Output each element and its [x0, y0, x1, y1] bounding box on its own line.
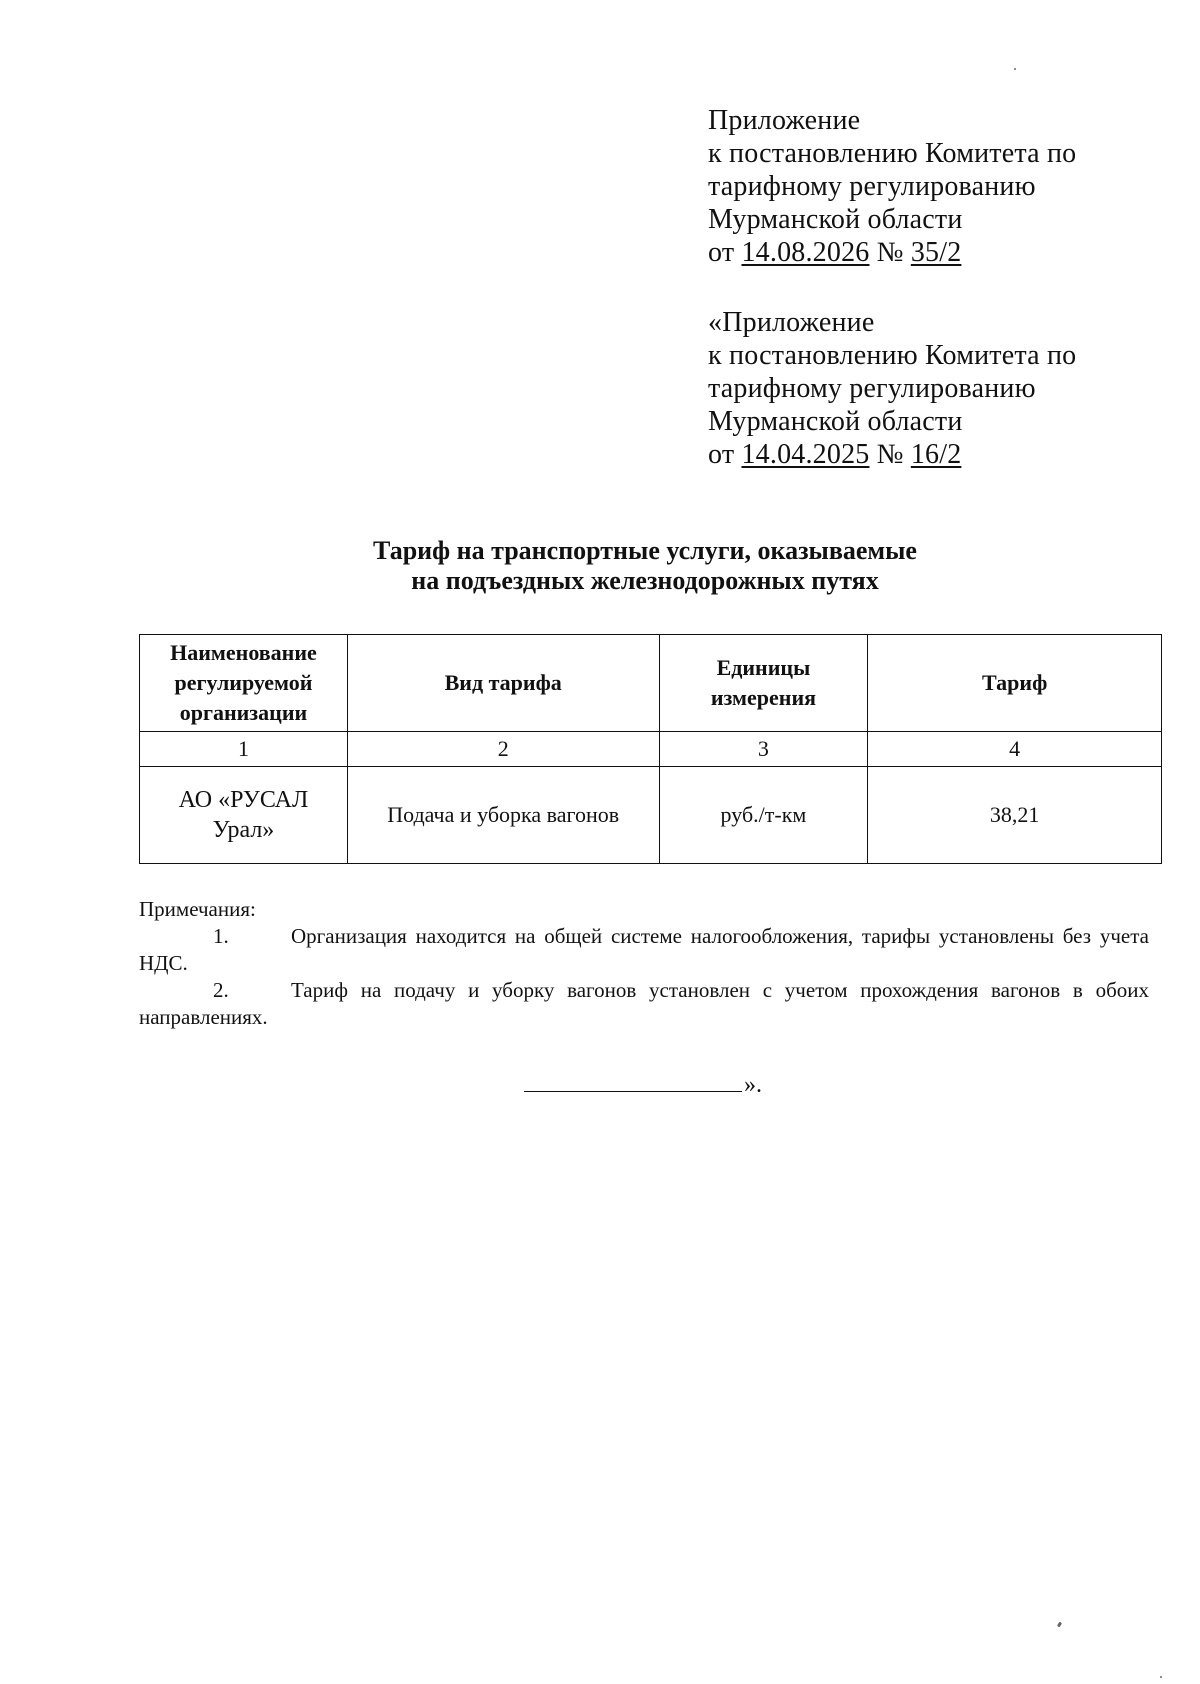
appendix-date-line — [708, 438, 1148, 471]
appendix-line: Мурманской области — [708, 406, 963, 437]
appendix-line: тарифному регулированию — [708, 171, 1036, 202]
cell-tariff: 38,21 — [868, 767, 1162, 864]
appendix-current — [708, 104, 1148, 269]
document-title — [0, 536, 1200, 596]
resolution-number: 16/2 — [910, 439, 962, 470]
resolution-number: 35/2 — [910, 237, 962, 268]
header-text: организации — [179, 700, 308, 725]
number-sign: № — [876, 439, 904, 470]
title-line: Тариф на транспортные услуги, оказываемые — [373, 536, 917, 565]
scan-speck — [1014, 68, 1016, 70]
header-text: измерения — [710, 685, 817, 710]
note-item — [139, 923, 1149, 977]
appendix-previous — [708, 306, 1148, 471]
header-text: регулируемой — [174, 670, 313, 695]
date-prefix: от — [708, 439, 735, 470]
cell-unit: руб./т-км — [659, 767, 868, 864]
notes — [139, 896, 1149, 1031]
cell-organization — [140, 767, 348, 864]
header-text: Тариф — [982, 670, 1048, 695]
appendix-line: Мурманской области — [708, 204, 963, 235]
notes-heading: Примечания: — [139, 897, 256, 921]
header-unit — [659, 635, 868, 732]
header-tariff — [868, 635, 1162, 732]
header-text: Единицы — [716, 655, 811, 680]
column-number: 4 — [868, 732, 1162, 767]
column-number: 2 — [347, 732, 659, 767]
table-row — [140, 767, 1162, 864]
resolution-date: 14.08.2026 — [741, 237, 870, 268]
header-tariff-type — [347, 635, 659, 732]
note-text: Тариф на подачу и уборку вагонов установлен с учетом прохождения вагонов в обоих направлениях. — [139, 978, 1149, 1029]
scan-speck — [1057, 1622, 1062, 1628]
closing-line — [524, 1070, 762, 1100]
note-text: Организация находится на общей системе налогообложения, тарифы установлены без учета НДС. — [139, 924, 1149, 975]
header-text: Вид тарифа — [444, 670, 562, 695]
organization-text: АО «РУСАЛ — [178, 787, 309, 813]
cell-tariff-type: Подача и уборка вагонов — [347, 767, 659, 864]
closing-underline — [524, 1071, 742, 1092]
appendix-line: к постановлению Комитета по — [708, 138, 1077, 169]
appendix-title: Приложение — [708, 105, 861, 136]
header-text: Наименование — [170, 640, 317, 665]
header-organization — [140, 635, 348, 732]
appendix-date-line — [708, 236, 1148, 269]
resolution-date: 14.04.2025 — [741, 439, 870, 470]
note-item — [139, 977, 1149, 1031]
tariff-table — [139, 634, 1162, 864]
note-number: 2. — [213, 978, 229, 1002]
date-prefix: от — [708, 237, 735, 268]
appendix-title: «Приложение — [708, 307, 875, 338]
closing-quote: ». — [744, 1072, 762, 1098]
scan-speck — [1160, 1676, 1162, 1678]
appendix-line: тарифному регулированию — [708, 373, 1036, 404]
organization-text: Урал» — [212, 817, 275, 843]
appendix-line: к постановлению Комитета по — [708, 340, 1077, 371]
table-header-row — [140, 635, 1162, 732]
note-number: 1. — [213, 924, 229, 948]
column-number-row — [140, 732, 1162, 767]
column-number: 3 — [659, 732, 868, 767]
title-line: на подъездных железнодорожных путях — [411, 566, 879, 595]
column-number: 1 — [140, 732, 348, 767]
number-sign: № — [876, 237, 904, 268]
